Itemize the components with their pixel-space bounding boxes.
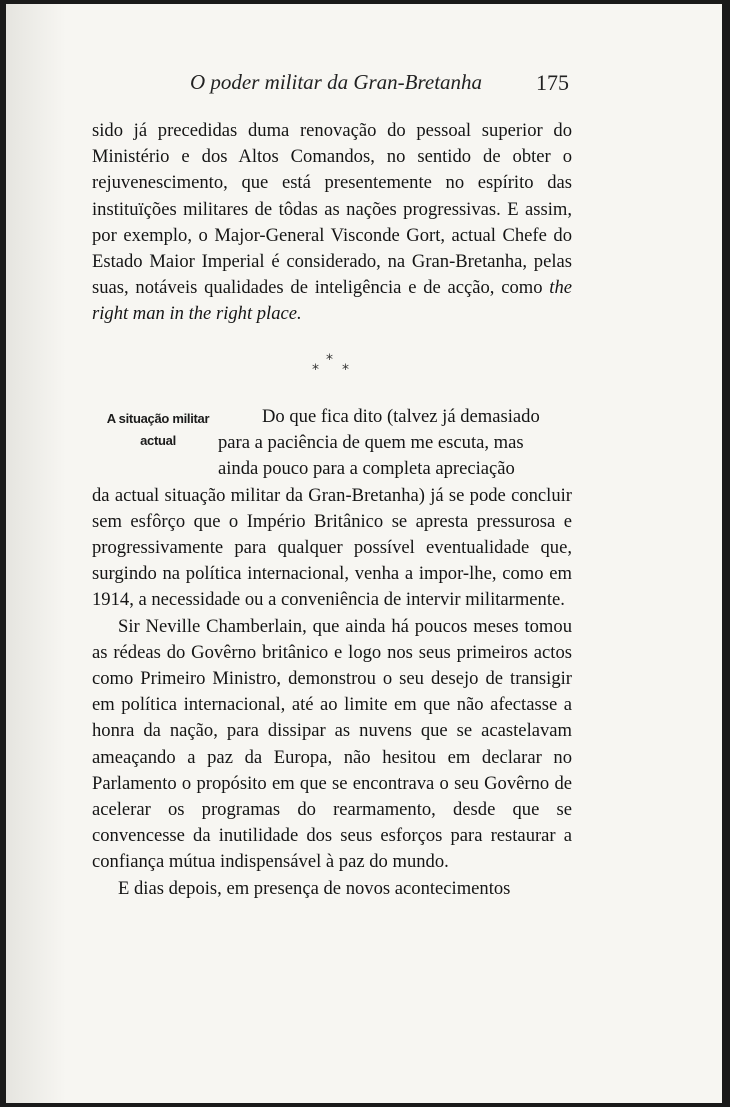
paragraph [92,404,572,614]
asterism-star: * [326,352,333,368]
asterism-star: * [342,362,349,378]
section-asterism [304,352,364,382]
italic-phrase: the right man in the right place. [92,277,572,325]
paragraph-continuation [92,118,572,328]
text-line: Do que fica dito (talvez já demasiado [262,406,540,427]
book-page [6,4,722,1103]
paragraph [92,118,572,328]
page-shadow [6,4,66,1103]
asterism-star: * [312,362,319,378]
paragraph-text: sido já precedidas duma renovação do pessoal superior do Ministério e dos Altos Comandos, no sentido de obter o rejuvenescimento, que está presentemente no espírito das instituïções militares de tôdas as nações progressivas. E assim, por exemplo, o Major-General Visconde Gort, actual Chefe do Estado Maior Imperial é considerado, na Gran-Bretanha, pelas suas, notáveis qualidades de inteligência e de acção, como [92,120,572,299]
page-header [6,70,722,100]
text-line: para a paciência de quem me escuta, mas [218,432,524,454]
paragraph: Sir Neville Chamberlain, que ainda há poucos meses tomou as rédeas do Govêrno britânico e logo nos seus primeiros actos como Primeiro Ministro, demonstrou o seu desejo de transigir em política internacional, até ao limite em que não afectasse a honra da nação, para dissipar as nuvens que se acastelavam ameaçando a paz da Europa, não hesitou em declarar no Parlamento o propósito em que se encontrava o seu Govêrno de acelerar os programas do rearmamento, desde que se convencesse da inutilidade dos seus esforços para restaurar a confiança mútua indispensável à paz do mundo. [92,615,572,873]
paragraph-text: da actual situação militar da Gran-Bretanha) já se pode concluir sem esfôrço que o Império Britânico se apresta pressurosa e progressivamente para qualquer possível eventualidade que, surgindo na política internacional, venha a impor-lhe, como em 1914, a necessidade ou a conveniência de intervir militarmente. [92,484,572,611]
text-line: ainda pouco para a completa apreciação [218,458,515,480]
section-body [92,404,572,902]
running-title: O poder militar da Gran-Bretanha [190,70,483,94]
page-number: 175 [536,70,569,95]
margin-note-line: A situação militar [106,411,210,426]
margin-note-line: actual [140,433,176,448]
paragraph: E dias depois, em presença de novos acontecimentos [118,877,511,899]
